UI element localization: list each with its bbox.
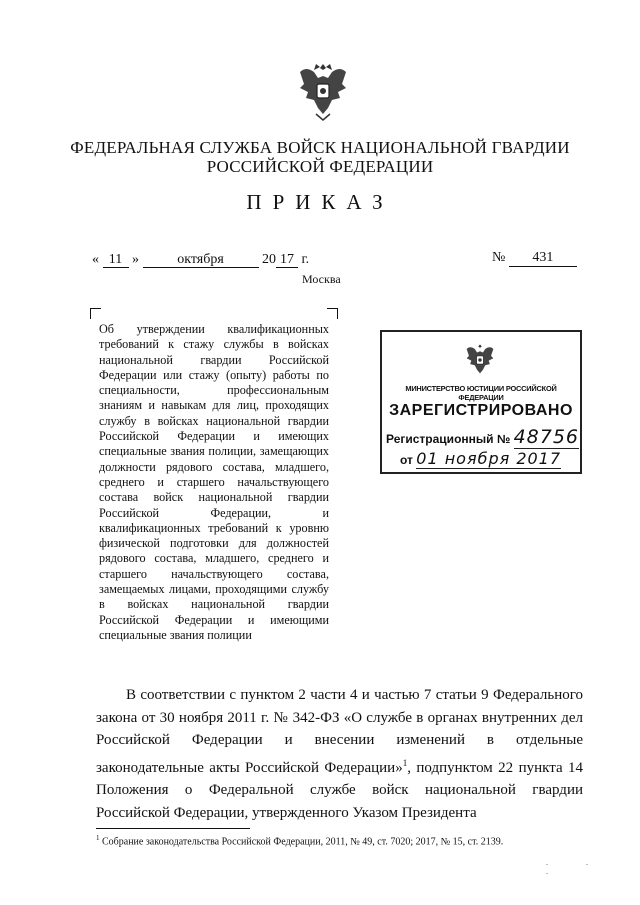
scan-marks: . . .: [546, 858, 606, 876]
footnote-marker: 1: [96, 834, 100, 842]
order-date: [92, 252, 309, 268]
emblem-icon: [292, 58, 354, 124]
subject-corner-left: [90, 308, 101, 319]
date-month: октября: [143, 253, 259, 268]
stamp-reg-label: Регистрационный №: [386, 432, 511, 446]
subject-corner-right: [327, 308, 338, 319]
footnote-reference: 1: [402, 757, 408, 768]
footnote-text: Собрание законодательства Российской Федерации, 2011, № 49, ст. 7020; 2017, № 15, ст. 2139.: [99, 836, 504, 848]
stamp-reg-number-line: [386, 426, 579, 448]
document-title: ПРИКАЗ: [246, 190, 394, 214]
number-value: 431: [509, 250, 577, 267]
registration-stamp: [380, 330, 582, 474]
date-open-quote: «: [92, 252, 99, 267]
organization-name-line1: ФЕДЕРАЛЬНАЯ СЛУЖБА ВОЙСК НАЦИОНАЛЬНОЙ ГВАРДИИ: [70, 138, 570, 157]
date-year-suffix: 17: [276, 253, 298, 268]
footnote: [96, 834, 596, 847]
organization-name-line2: РОССИЙСКОЙ ФЕДЕРАЦИИ: [206, 157, 434, 176]
stamp-reg-number: 48756: [513, 426, 580, 448]
order-number: [492, 250, 577, 267]
date-day: 11: [103, 253, 129, 268]
stamp-date-value: 01 ноября 2017: [416, 449, 562, 468]
city: Москва: [302, 272, 341, 286]
date-close-quote: »: [132, 252, 139, 267]
body-paragraph: [96, 684, 583, 825]
date-year-prefix: 20: [262, 252, 276, 267]
stamp-ministry: МИНИСТЕРСТВО ЮСТИЦИИ РОССИЙСКОЙ ФЕДЕРАЦИИ: [405, 384, 557, 402]
order-subject: Об утверждении квалификационных требований к стажу службы в войсках национальной гвардии Российской Федерации или стажу (опыту) работы по специальности, профессиональным знаниям и навыкам для лиц, проходящих службу в войсках национальной гвардии Российской Федерации и имеющих специальные звания полиции, замещающих должности рядового состава, младшего, среднего и старшего начальствующего состава войск национальной гвардии Российской Федерации, и квалификационных требований к уровню физической подготовки для должностей рядового состава, младшего, среднего и старшего начальствующего состава, замещаемых лицами, проходящими службу в войсках национальной гвардии Российской Федерации и имеющими специальные звания полиции: [99, 322, 329, 642]
stamp-date-line: [400, 449, 561, 468]
order-body: [96, 684, 583, 825]
body-part2: , подпунктом 22 пункта 14 Положения о Федеральной службе войск национальной гвардии Российской Федерации, утвержденного Указом Президента: [96, 759, 583, 821]
stamp-date-label: от: [400, 453, 413, 467]
date-year-abbr: г.: [301, 252, 310, 267]
footnote-divider: [96, 828, 250, 829]
number-label: №: [492, 250, 506, 265]
stamp-registered: ЗАРЕГИСТРИРОВАНО: [389, 402, 573, 419]
body-part1: В соответствии с пунктом 2 части 4 и частью 7 статьи 9 Федерального закона от 30 ноября 2011 г. № 342-ФЗ «О службе в органах внутренних дел Российской Федерации и внесении изменений в отдельные законодательные акты Российской Федерации»: [96, 687, 583, 776]
stamp-emblem-icon: [462, 340, 498, 380]
